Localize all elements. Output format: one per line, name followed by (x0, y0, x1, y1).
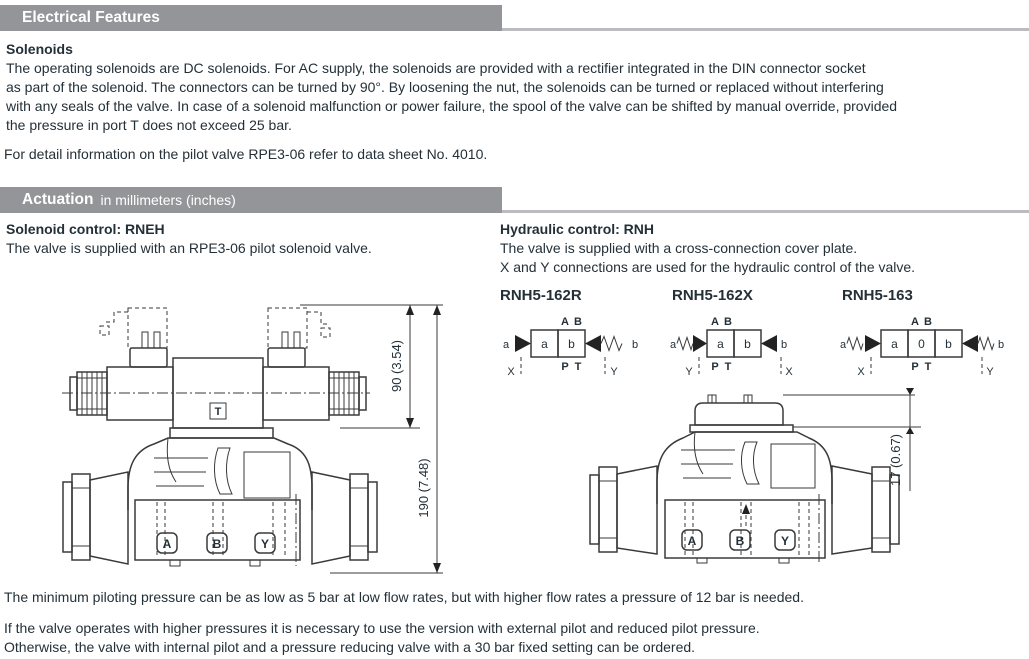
solenoid-control-description: The valve is supplied with an RPE3-06 pilot solenoid valve. (6, 240, 372, 256)
hydraulic-control-heading: Hydraulic control: RNH (500, 221, 655, 237)
solenoid-control-heading: Solenoid control: RNEH (6, 221, 165, 237)
actuator-label: b (631, 339, 639, 351)
port-label-b: B (574, 316, 582, 328)
port-a-label: A (162, 537, 172, 551)
spool-boxes (707, 330, 761, 357)
pilot-connection-label: X (785, 366, 793, 378)
spool-position-label: a (891, 337, 898, 351)
actuation-units-subtitle: in millimeters (inches) (100, 192, 236, 208)
port-badge-b (207, 533, 227, 553)
header-rule (502, 210, 1029, 213)
solenoid-connector-left (130, 332, 167, 367)
port-label-b: B (924, 316, 932, 328)
actuator-label: b (997, 339, 1005, 351)
external-pilot-note-line: Otherwise, the valve with internal pilot and a pressure reducing valve with a 30 bar fixed setting can be ordered. (4, 639, 696, 655)
port-label-p: P (711, 361, 719, 373)
port-label-t: T (724, 361, 732, 373)
pilot-valve-body (62, 358, 370, 428)
symbol-title-rnh5-162x: RNH5-162X (672, 287, 753, 304)
solenoids-paragraph-line: with any seals of the valve. In case of a solenoid malfunction or power failure, the spool of the valve can be shifted by manual override, provided (6, 98, 898, 114)
main-valve-body (590, 432, 899, 564)
pilot-connection-label: X (507, 366, 515, 378)
electrical-features-header-bar (0, 5, 502, 31)
spool-boxes (531, 330, 585, 357)
dim-label-190: 190 (7.48) (416, 458, 431, 518)
actuation-header-bar (0, 187, 502, 213)
symbol-title-rnh5-163: RNH5-163 (842, 287, 913, 304)
pilot-arrow-spring-right (585, 335, 638, 378)
spool-position-label: a (717, 337, 724, 351)
hydraulic-symbol-rnh5-163 (837, 312, 1027, 380)
spring-pilot-arrow-left (840, 335, 881, 378)
pilot-connection-label: Y (610, 366, 618, 378)
dim-label-90: 90 (3.54) (389, 339, 404, 393)
solenoids-paragraph-line: The operating solenoids are DC solenoids. For AC supply, the solenoids are provided with a rectifier integrated in the DIN connector socket (6, 60, 866, 76)
dimension-190 (330, 305, 443, 573)
hydraulic-symbol-rnh5-162r (495, 312, 665, 380)
rnh-dimension-drawing (583, 386, 935, 578)
pilot-connection-label: Y (685, 366, 693, 378)
hydraulic-control-description-line: X and Y connections are used for the hydraulic control of the valve. (500, 259, 916, 275)
port-label-p: P (911, 361, 919, 373)
solenoids-heading: Solenoids (6, 41, 73, 57)
port-badge-a (157, 533, 177, 553)
actuator-label: b (780, 339, 788, 351)
pilot-connection-label: X (857, 366, 865, 378)
port-a-label: A (687, 534, 697, 548)
piloting-pressure-note: The minimum piloting pressure can be as low as 5 bar at low flow rates, but with higher flow rates a pressure of 12 bar is needed. (4, 589, 804, 605)
port-badge-y (775, 530, 795, 550)
port-badge-b (730, 530, 750, 550)
pilot-arrow-left (503, 335, 531, 378)
spool-position-label: b (568, 337, 575, 351)
dimension-17 (783, 388, 921, 491)
hydraulic-control-description-line: The valve is supplied with a cross-connection cover plate. (500, 240, 858, 256)
spring-pilot-arrow-left (670, 335, 707, 378)
din-connector-left (100, 308, 167, 348)
pilot-arrow-spring-right (962, 335, 1004, 378)
din-connector-right (268, 308, 330, 348)
port-label-a: A (711, 316, 719, 328)
electrical-features-title: Electrical Features (22, 9, 160, 26)
port-label-a: A (561, 316, 569, 328)
spool-position-label: 0 (918, 337, 925, 351)
actuation-title: Actuation (22, 191, 94, 208)
port-y-label: Y (780, 534, 790, 548)
port-y-label: Y (260, 537, 270, 551)
external-pilot-note-line: If the valve operates with higher pressures it is necessary to use the version with external pilot and reduced pilot pressure. (4, 620, 760, 636)
port-b-label: B (212, 537, 222, 551)
port-label-a: A (911, 316, 919, 328)
port-label-p: P (561, 361, 569, 373)
rneh-dimension-drawing (58, 298, 450, 583)
port-label-b: B (724, 316, 732, 328)
port-label-t: T (924, 361, 932, 373)
pilot-valve-note: For detail information on the pilot valve RPE3-06 refer to data sheet No. 4010. (4, 146, 488, 162)
pilot-connection-label: Y (986, 366, 994, 378)
solenoids-paragraph-line: as part of the solenoid. The connectors can be turned by 90°. By loosening the nut, the solenoids can be turned or replaced without interfering (6, 79, 884, 95)
symbol-title-rnh5-162r: RNH5-162R (500, 287, 582, 304)
port-label-t: T (574, 361, 582, 373)
spool-position-label: b (945, 337, 952, 351)
actuator-label: a (669, 339, 677, 351)
solenoid-connector-right (268, 332, 305, 367)
cover-plate (690, 395, 793, 432)
spool-position-label: b (744, 337, 751, 351)
dim-label-17: 17 (0.67) (888, 433, 903, 487)
port-badge-y (255, 533, 275, 553)
spool-position-label: a (541, 337, 548, 351)
pilot-arrow-right (761, 335, 793, 378)
port-b-label: B (735, 534, 745, 548)
tank-port-label: T (214, 406, 222, 418)
spool-boxes (881, 330, 962, 357)
solenoids-paragraph-line: the pressure in port T does not exceed 25 bar. (6, 117, 292, 133)
header-rule (502, 28, 1029, 31)
actuator-label: a (502, 339, 510, 351)
hydraulic-symbol-rnh5-162x (667, 312, 837, 380)
actuator-label: a (839, 339, 847, 351)
